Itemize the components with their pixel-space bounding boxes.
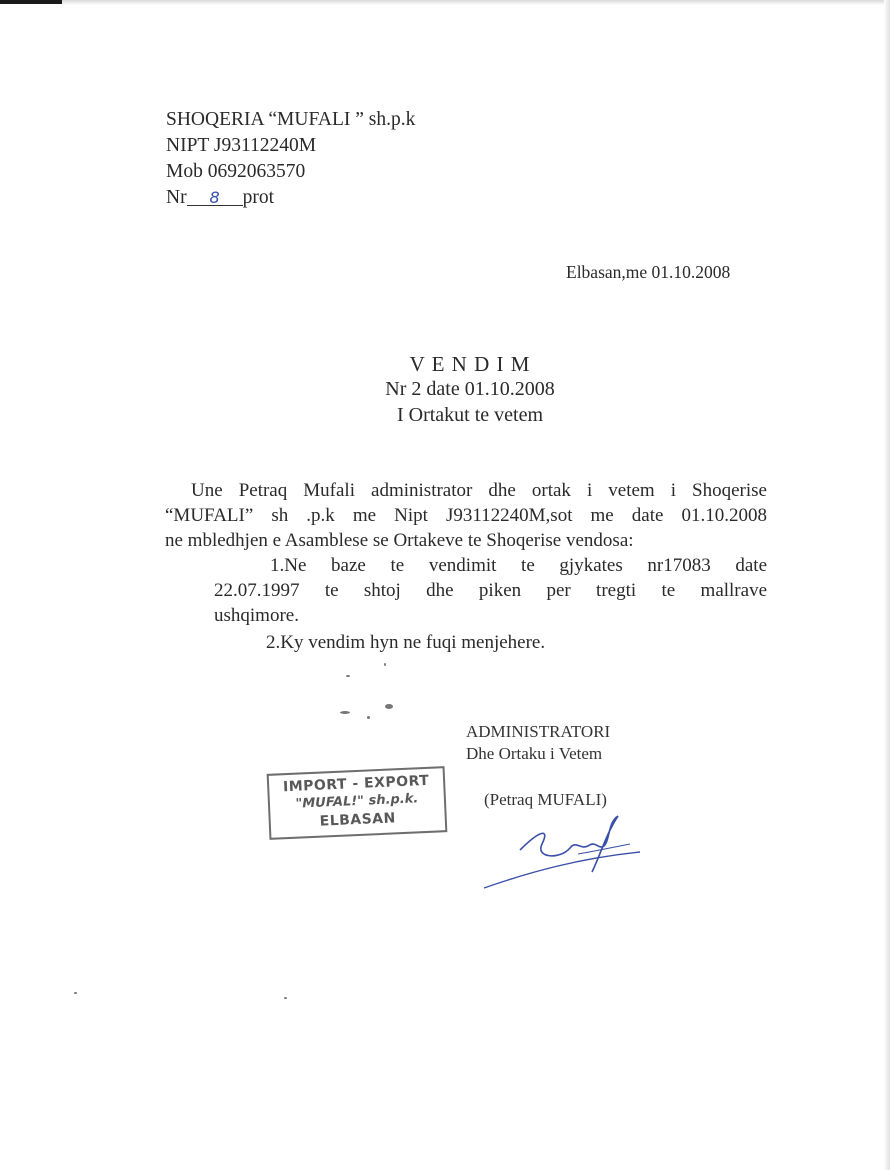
- company-name: SHOQERIA “MUFALI ” sh.p.k: [166, 109, 416, 130]
- scan-speck: [385, 704, 393, 709]
- decision-subtitle: I Ortakut te vetem: [396, 404, 544, 426]
- company-nipt: NIPT J93112240M: [166, 135, 317, 156]
- item-1-line-2: 22.07.1997 te shtoj dhe piken per tregti te mallrave: [214, 580, 767, 601]
- scan-edge-right: [884, 0, 890, 1170]
- protocol-suffix: prot: [242, 187, 274, 208]
- scan-edge-left: [0, 0, 62, 4]
- body-line-2: “MUFALI” sh .p.k me Nipt J93112240M,sot me date 01.10.2008: [165, 505, 767, 526]
- scan-speck: [340, 711, 350, 714]
- company-mobile: Mob 0692063570: [166, 161, 306, 182]
- scan-speck: [74, 992, 77, 994]
- item-2: 2.Ky vendim hyn ne fuqi menjehere.: [266, 632, 546, 653]
- body-line-1: Une Petraq Mufali administrator dhe ortak i vetem i Shoqerise: [191, 480, 767, 501]
- document-title: V E N D I M: [409, 352, 531, 376]
- body-line-3: ne mbledhjen e Asamblese se Ortakeve te Shoqerise vendosa:: [165, 530, 634, 551]
- place-date: Elbasan,me 01.10.2008: [566, 262, 731, 282]
- stamp-line-1: IMPORT - EXPORT: [282, 772, 430, 796]
- item-1-line-1: 1.Ne baze te vendimit te gjykates nr17083 date: [270, 555, 767, 576]
- company-stamp: [267, 766, 448, 840]
- scan-edge-top: [62, 0, 890, 5]
- signatory-role-2: Dhe Ortaku i Vetem: [466, 744, 603, 763]
- signatory-role: ADMINISTRATORI: [466, 722, 611, 741]
- stamp-line-3: ELBASAN: [319, 810, 397, 830]
- protocol-blank: [187, 185, 243, 206]
- protocol-handwritten-number: 8: [209, 188, 220, 207]
- item-1-line-3: ushqimore.: [214, 605, 299, 626]
- handwritten-signature: [480, 810, 650, 900]
- scan-speck: [346, 675, 350, 677]
- scan-speck: [284, 997, 287, 999]
- signatory-name: (Petraq MUFALI): [484, 790, 607, 809]
- protocol-number: [166, 185, 274, 211]
- scan-speck: [384, 663, 386, 666]
- stamp-line-2: "MUFAL!" sh.p.k.: [295, 791, 419, 812]
- scan-speck: [367, 716, 370, 719]
- protocol-label: Nr: [166, 187, 187, 208]
- decision-number: Nr 2 date 01.10.2008: [385, 378, 555, 400]
